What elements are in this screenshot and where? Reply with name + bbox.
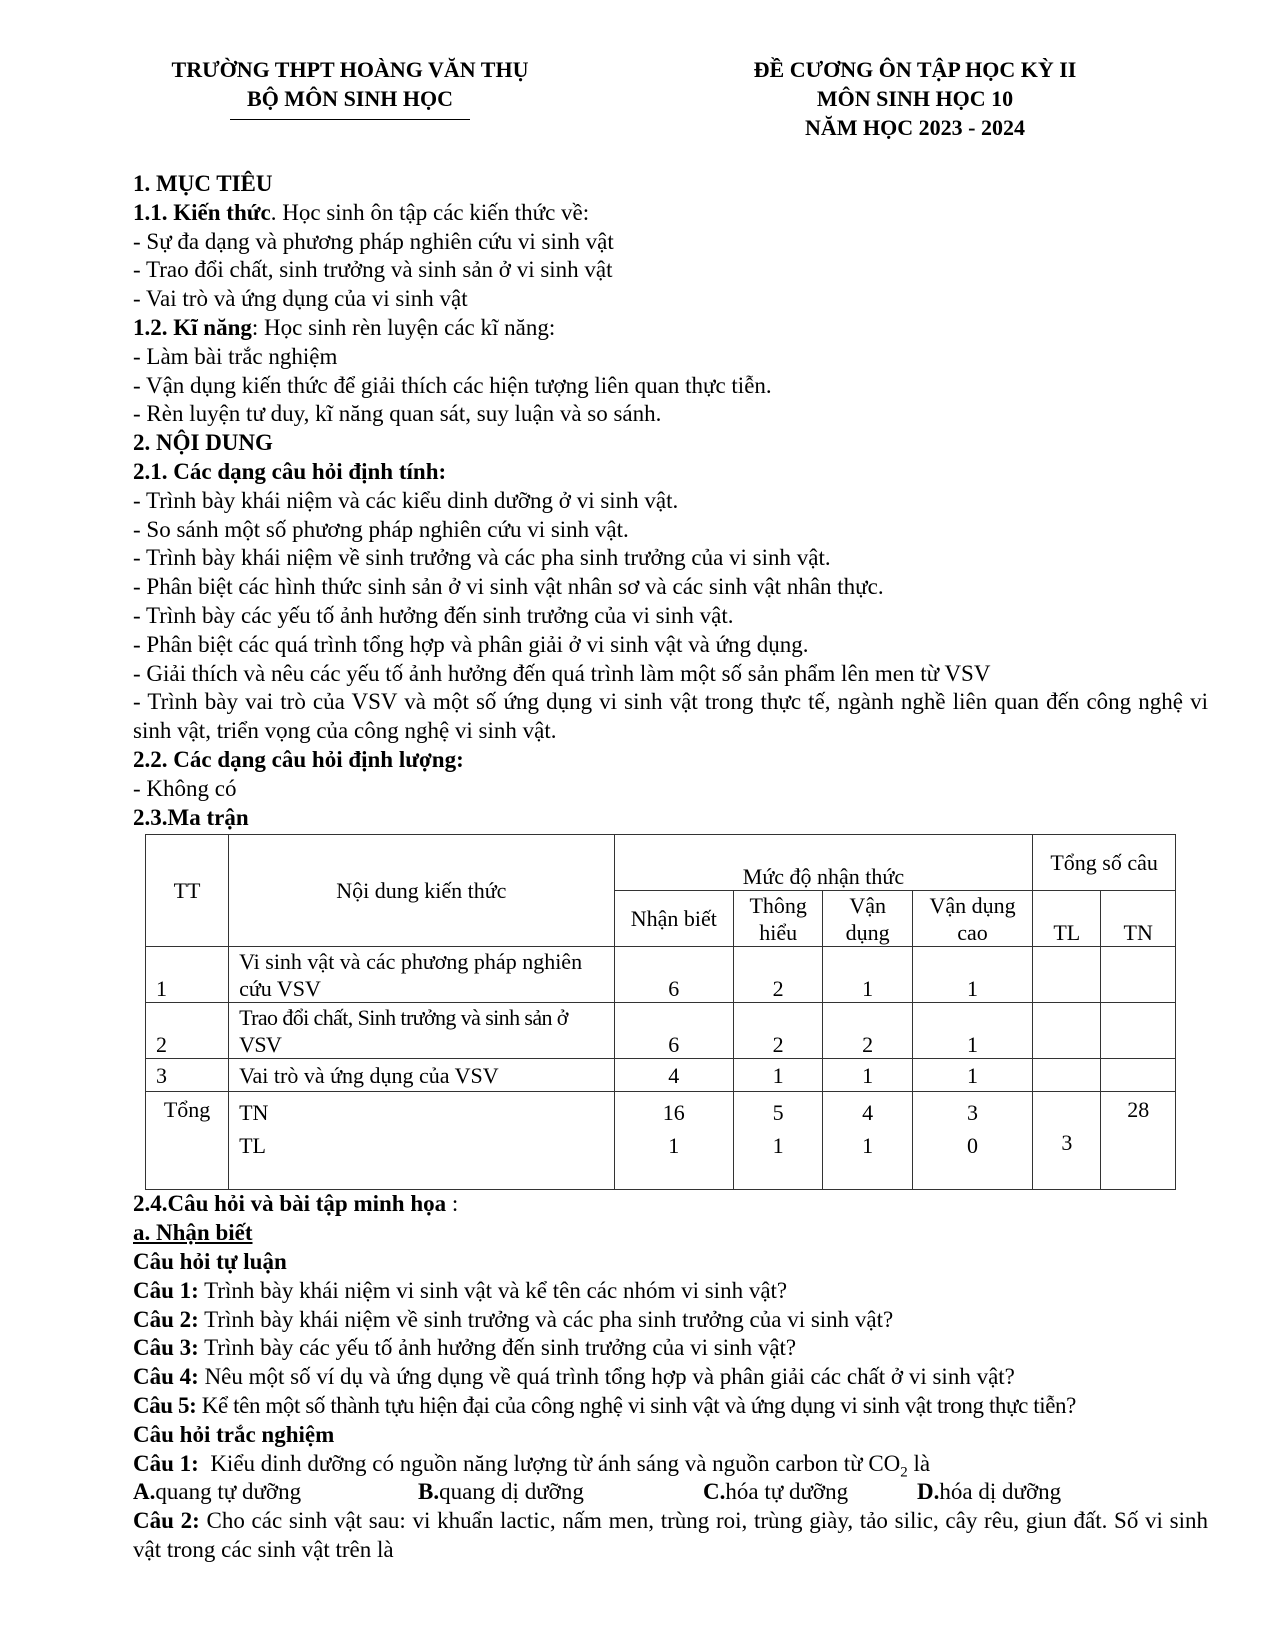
question-text: Nêu một số ví dụ và ứng dụng về quá trình tổng hợp và phân giải các chất ở vi sinh vật? [198,1364,1015,1390]
table-header-row [146,835,1176,891]
question-text: Cho các sinh vật sau: vi khuẩn lactic, nấm men, trùng roi, trùng giày, tảo silic, cây rêu, giun đất. Số vi sinh vật trong các sinh vật trên là [133,1508,1208,1562]
total-tl-l2: 1 [772,1133,784,1159]
question-label: Câu 2: [133,1306,199,1332]
total-tn-l2: 5 [772,1100,784,1126]
qualitative-heading: 2.1. Các dạng câu hỏi định tính: [133,458,447,484]
list-item: - Làm bài trắc nghiệm [133,343,338,369]
question-label: Câu 5: [133,1392,197,1418]
document-title: ĐỀ CƯƠNG ÔN TẬP HỌC KỲ II [753,57,1077,82]
header-total-questions: Tổng số câu [1033,835,1176,891]
knowledge-label: 1.1. Kiến thức [133,199,271,225]
total-tl-l3: 1 [862,1133,874,1159]
list-item: - Trình bày các yếu tố ảnh hưởng đến sinh trưởng của vi sinh vật. [133,602,734,628]
document-body [133,170,1208,1565]
option-text: hóa tự dưỡng [725,1479,849,1505]
total-tn-l1: 16 [662,1100,685,1126]
knowledge-line [133,199,1208,228]
section-1-heading: 1. MỤC TIÊU [133,171,273,196]
essay-question [133,1392,1208,1421]
total-tl-l4: 0 [967,1133,979,1159]
total-l2 [733,1092,822,1190]
row-content: Vai trò và ứng dụng của VSV [229,1059,615,1092]
option-letter: D. [917,1479,940,1505]
total-tl-l1: 1 [668,1133,680,1159]
row-tt: 3 [146,1059,229,1092]
list-item: - Trình bày khái niệm và các kiểu dinh dưỡng ở vi sinh vật. [133,487,679,513]
illustration-heading-line [133,1190,1208,1219]
quantitative-heading: 2.2. Các dạng câu hỏi định lượng: [133,746,464,772]
question-text: Kể tên một số thành tựu hiện đại của công nghệ vi sinh vật và ứng dụng vi sinh vật trong thực tiễn? [196,1392,1076,1418]
illustration-heading-tail: : [446,1191,459,1217]
option-d [917,1478,1061,1507]
school-year: NĂM HỌC 2023 - 2024 [805,115,1025,140]
question-text-end: là [907,1450,931,1476]
table-row [146,947,1176,1003]
list-item: - Phân biệt các quá trình tổng hợp và phân giải ở vi sinh vật và ứng dụng. [133,631,809,657]
option-b [418,1478,703,1507]
option-letter: A. [133,1479,156,1505]
list-item: - Giải thích và nêu các yếu tố ảnh hưởng đến quá trình làm một số sản phẩm lên men từ VSV [133,660,991,686]
list-item: - Rèn luyện tư duy, kĩ năng quan sát, suy luận và so sánh. [133,401,662,427]
row-l2: 2 [733,947,822,1003]
skills-intro: : Học sinh rèn luyện các kĩ năng: [251,314,556,340]
table-total-row [146,1092,1176,1190]
question-label: Câu 2: [133,1508,200,1534]
essay-question [133,1306,1208,1335]
list-item: - Trình bày khái niệm về sinh trưởng và các pha sinh trưởng của vi sinh vật. [133,545,831,571]
header-cognitive-level: Mức độ nhận thức [614,835,1033,891]
department-name: BỘ MÔN SINH HỌC [247,86,453,111]
total-types [229,1092,615,1190]
row-l2: 1 [733,1059,822,1092]
option-a [133,1478,418,1507]
mc-question [133,1507,1208,1565]
row-content: Vi sinh vật và các phương pháp nghiên cứu VSV [229,947,615,1003]
header-level-1: Nhận biết [614,891,733,947]
header-tt: TT [146,835,229,947]
question-label: Câu 1: [133,1450,199,1476]
row-tl [1033,1003,1101,1059]
header-content: Nội dung kiến thức [229,835,615,947]
option-c [703,1478,917,1507]
question-text: Trình bày khái niệm vi sinh vật và kể tên các nhóm vi sinh vật? [198,1277,788,1303]
section-2-heading: 2. NỘI DUNG [133,430,273,456]
essay-question [133,1334,1208,1363]
row-l3: 2 [823,1003,912,1059]
table-row [146,1003,1176,1059]
row-tn [1101,947,1176,1003]
question-label: Câu 1: [133,1277,199,1303]
school-name: TRƯỜNG THPT HOÀNG VĂN THỤ [171,57,529,82]
option-letter: B. [418,1479,440,1505]
option-text: quang dị dưỡng [439,1479,584,1505]
total-label: Tổng [146,1092,229,1190]
list-item: - Sự đa dạng và phương pháp nghiên cứu vi sinh vật [133,228,614,254]
total-l1 [614,1092,733,1190]
row-tl [1033,947,1101,1003]
multiple-choice-heading: Câu hỏi trắc nghiệm [133,1421,335,1447]
header-tl: TL [1033,891,1101,947]
list-item: - Phân biệt các hình thức sinh sản ở vi sinh vật nhân sơ và các sinh vật nhân thực. [133,574,884,600]
essay-question [133,1363,1208,1392]
list-item: - Vai trò và ứng dụng của vi sinh vật [133,286,468,312]
header-right [700,55,1130,142]
illustration-heading: 2.4.Câu hỏi và bài tập minh họa [133,1191,447,1217]
list-item: - Không có [133,775,237,801]
total-tn-l3: 4 [862,1100,874,1126]
list-item: - Vận dụng kiến thức để giải thích các hiện tượng liên quan thực tiễn. [133,372,772,398]
option-letter: C. [703,1479,726,1505]
header-level-4: Vận dụng cao [912,891,1032,947]
total-tn-sum: 28 [1101,1092,1176,1190]
table-row [146,1059,1176,1092]
essay-question [133,1277,1208,1306]
row-l1: 4 [614,1059,733,1092]
list-item: - So sánh một số phương pháp nghiên cứu vi sinh vật. [133,516,629,542]
skills-label: 1.2. Kĩ năng [133,314,252,340]
list-item: - Trình bày vai trò của VSV và một số ứng dụng vi sinh vật trong thực tế, ngành nghề liên quan đến công nghệ vi sinh vật, triển vọng của công nghệ vi sinh vật. [133,689,1208,744]
question-label: Câu 4: [133,1364,199,1390]
total-tn-l4: 3 [967,1100,979,1126]
row-tl [1033,1059,1101,1092]
question-text: Kiểu dinh dưỡng có nguồn năng lượng từ ánh sáng và nguồn carbon từ CO [198,1450,901,1476]
row-l1: 6 [614,947,733,1003]
total-tl-sum: 3 [1033,1092,1101,1190]
row-l2: 2 [733,1003,822,1059]
header-tn: TN [1101,891,1176,947]
option-text: quang tự dưỡng [155,1479,302,1505]
row-l3: 1 [823,1059,912,1092]
option-text: hóa dị dưỡng [939,1479,1062,1505]
mc-options [133,1478,1208,1507]
header-level-3: Vận dụng [823,891,912,947]
row-l4: 1 [912,947,1032,1003]
question-text: Trình bày các yếu tố ảnh hưởng đến sinh trưởng của vi sinh vật? [198,1335,797,1361]
row-tt: 2 [146,1003,229,1059]
matrix-table [145,834,1176,1190]
subsection-a-heading: a. Nhận biết [133,1220,253,1246]
row-tn [1101,1003,1176,1059]
essay-heading: Câu hỏi tự luận [133,1248,287,1274]
total-l3 [823,1092,912,1190]
matrix-heading: 2.3.Ma trận [133,804,249,830]
question-text: Trình bày khái niệm về sinh trưởng và các pha sinh trưởng của vi sinh vật? [198,1306,894,1332]
row-l1: 6 [614,1003,733,1059]
row-l4: 1 [912,1059,1032,1092]
row-tn [1101,1059,1176,1092]
skills-line [133,314,1208,343]
row-l3: 1 [823,947,912,1003]
row-content: Trao đổi chất, Sinh trưởng và sinh sản ở VSV [229,1003,615,1059]
subscript: 2 [900,1464,908,1481]
row-tt: 1 [146,947,229,1003]
knowledge-intro: . Học sinh ôn tập các kiến thức về: [270,199,590,225]
list-item: - Trao đổi chất, sinh trưởng và sinh sản ở vi sinh vật [133,257,613,283]
row-l4: 1 [912,1003,1032,1059]
header-left [120,55,580,120]
total-tl-label: TL [239,1133,266,1159]
question-label: Câu 3: [133,1335,199,1361]
mc-question [133,1450,1208,1479]
subject-name: MÔN SINH HỌC 10 [816,86,1014,111]
header-level-2: Thông hiểu [733,891,822,947]
header-divider [230,119,470,120]
total-l4 [912,1092,1032,1190]
total-tn-label: TN [239,1100,269,1126]
